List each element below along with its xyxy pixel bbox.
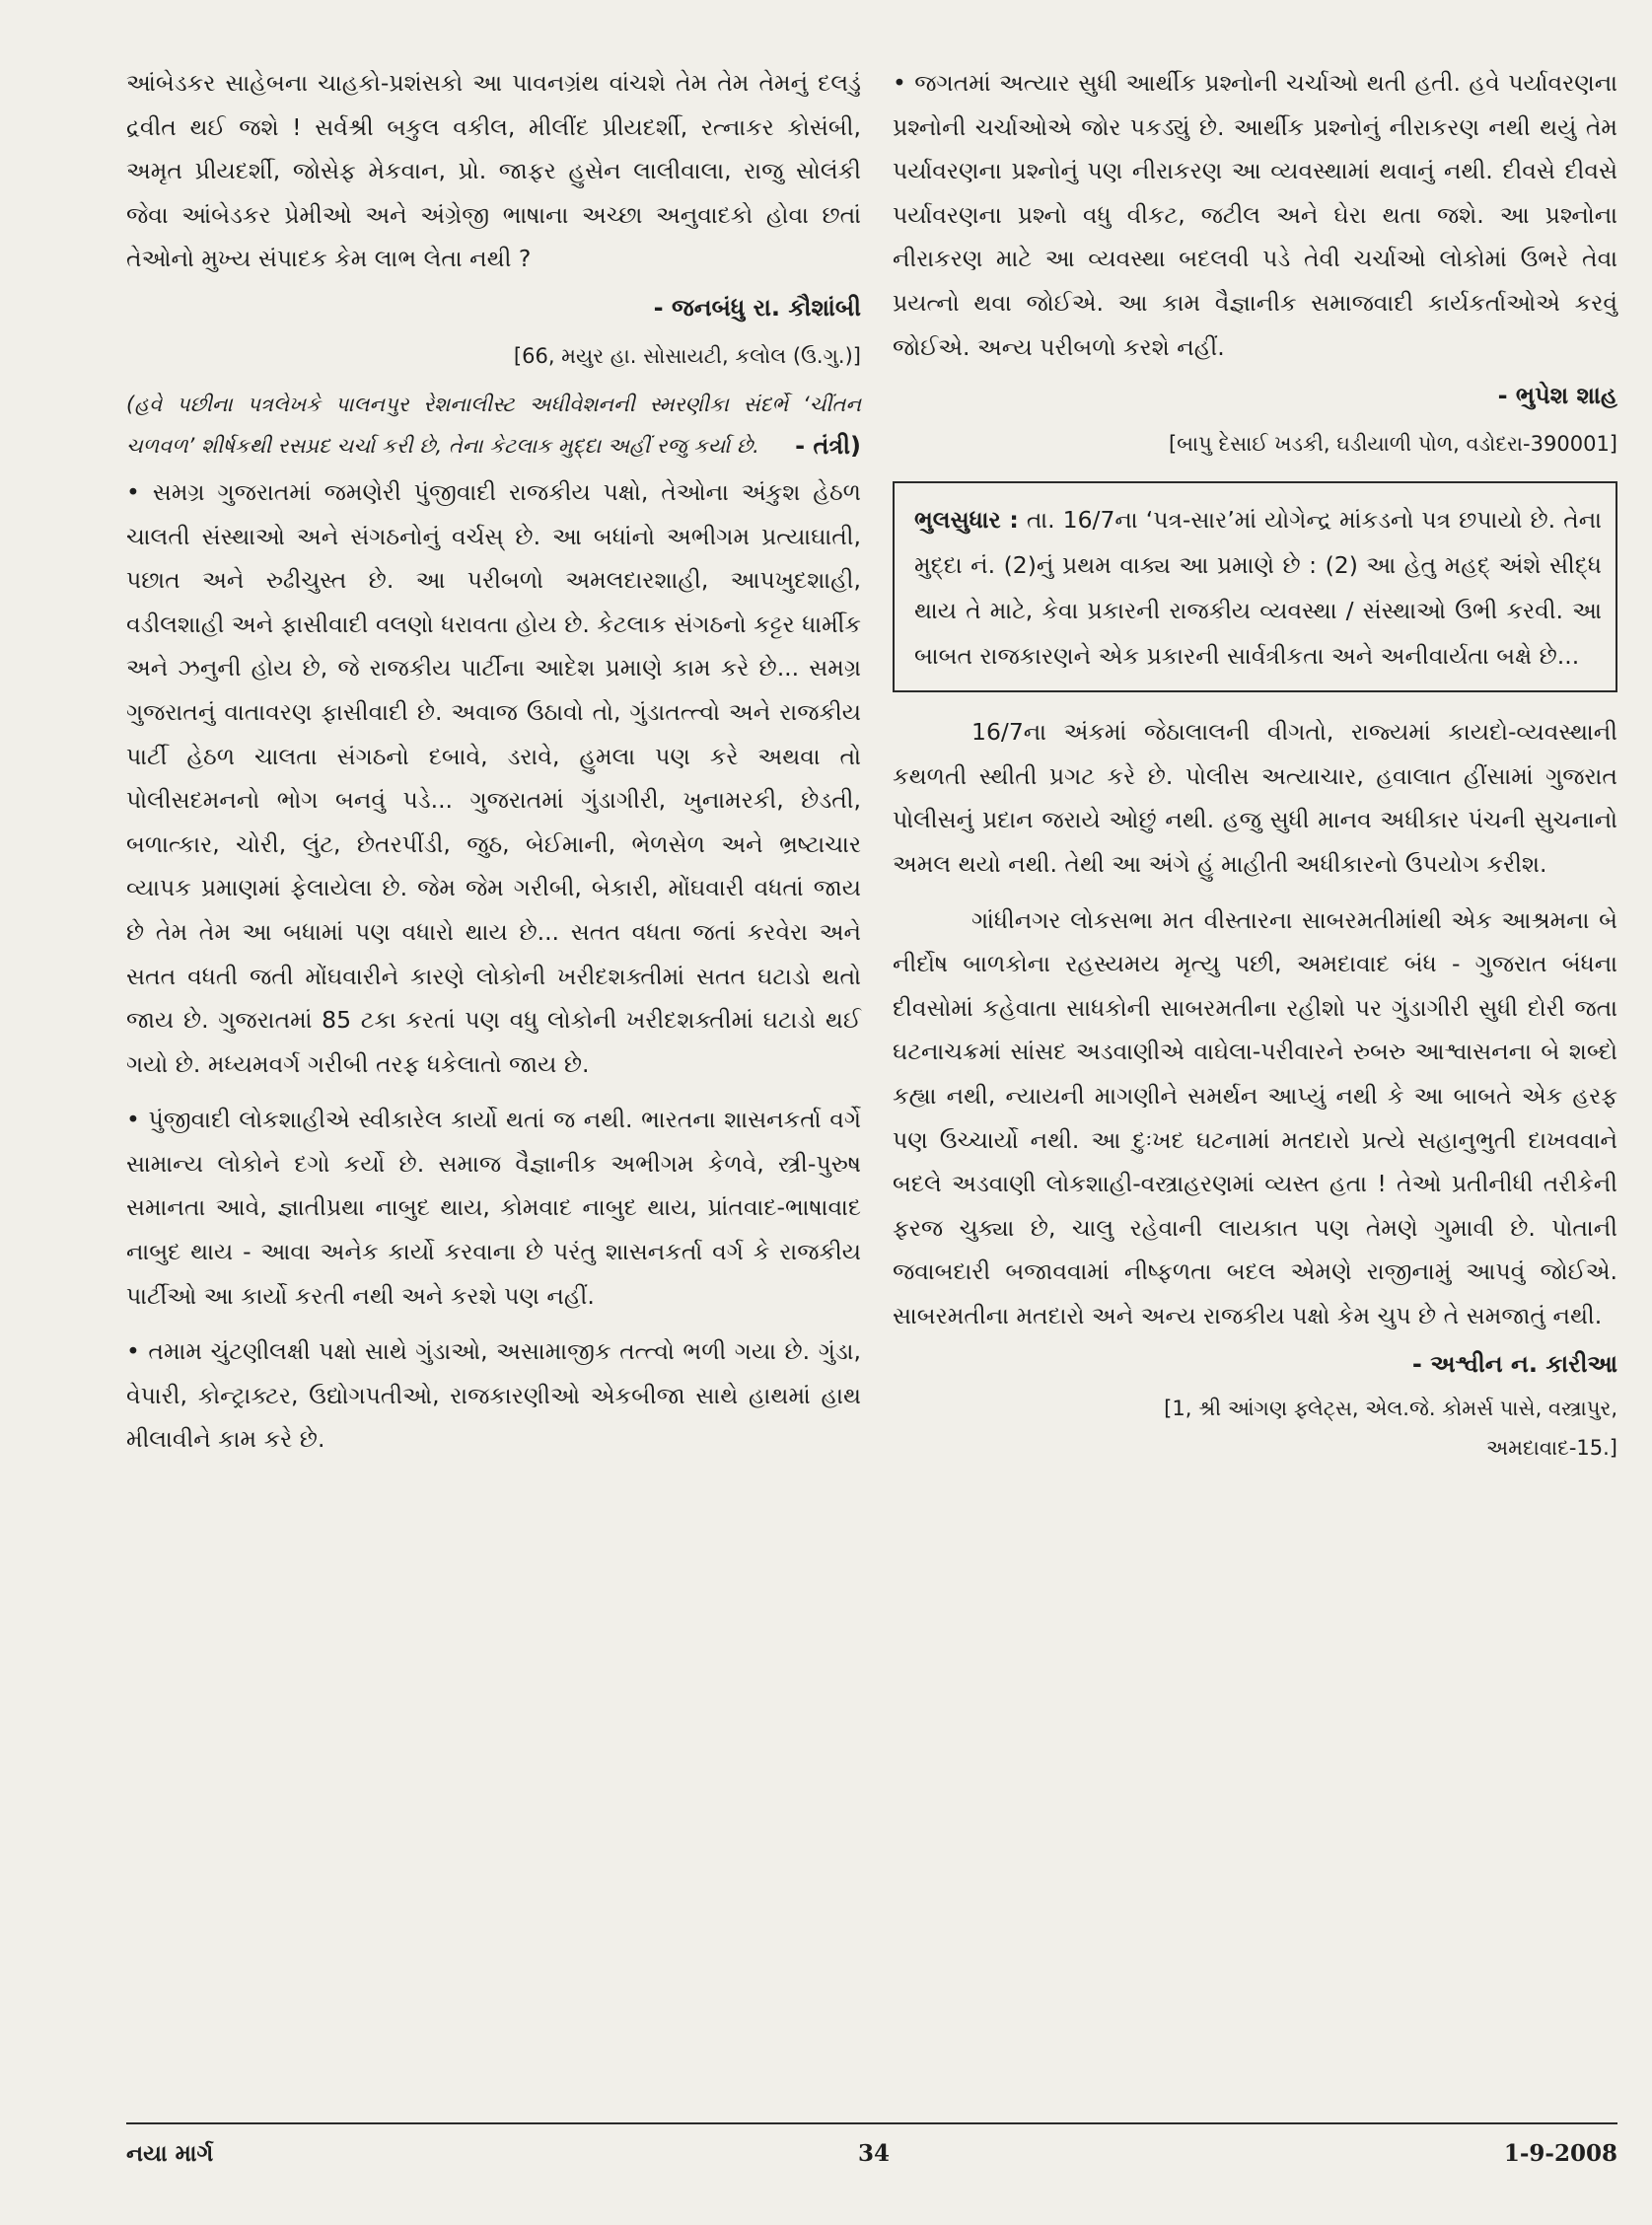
errata-text: તા. 16/7ના ‘પત્ર-સાર’માં યોગેન્દ્ર માંકડનો પત્ર છપાયો છે. તેના મુદ્દા નં. (2)નું પ્રથમ વાક્ય આ પ્રમાણે છે : (2) આ હેતુ મહદ્ અંશે સીદ્ધ થાય તે માટે, કેવા પ્રકારની રાજકીય વ્યવસ્થા / સંસ્થાઓ ઉભી કરવી. આ બાબત રાજકારણને એક પ્રકારની સાર્વત્રીકતા અને અનીવાર્યતા બક્ષે છે... [914,506,1602,671]
page-footer [126,2122,1617,2167]
letter-2-address: [બાપુ દેસાઈ ખડકી, ઘડીયાળી પોળ, વડોદરા-390001] [1168,432,1617,457]
left-column [126,61,861,1462]
letter-3-address-line2: અમદાવાદ-15.] [1486,1436,1617,1461]
bullet-point-4: • જગતમાં અત્યાર સુધી આર્થીક પ્રશ્નોની ચર્ચાઓ થતી હતી. હવે પર્યાવરણના પ્રશ્નોની ચર્ચાઓએ જોર પકડ્યું છે. આર્થીક પ્રશ્નોનું નીરાકરણ નથી થયું તેમ પર્યાવરણના પ્રશ્નોનું પણ નીરાકરણ આ વ્યવસ્થામાં થવાનું નથી. દીવસે દીવસે પર્યાવરણના પ્રશ્નો વધુ વીકટ, જટીલ અને ઘેરા થતા જશે. આ પ્રશ્નોના નીરાકરણ માટે આ વ્યવસ્થા બદલવી પડે તેવી ચર્ચાઓ લોકોમાં ઉભરે તેવા પ્રયત્નો થવા જોઈએ. આ કામ વૈજ્ઞાનીક સમાજવાદી કાર્યકર્તાઓએ કરવું જોઈએ. અન્ય પરીબળો કરશે નહીં. [893,69,1617,361]
editor-note-text: (હવે પછીના પત્રલેખકે પાલનપુર રેશનાલીસ્ટ અધીવેશનની સ્મરણીકા સંદર્ભે ‘ચીંતન ચળવળ’ શીર્ષકથી રસપ્રદ ચર્ચા કરી છે, તેના કેટલાક મુદ્દા અહીં રજુ કર્યા છે. [126,392,861,458]
bullet-point-3: • તમામ ચુંટણીલક્ષી પક્ષો સાથે ગુંડાઓ, અસામાજીક તત્ત્વો ભળી ગયા છે. ગુંડા, વેપારી, કોન્ટ્રાક્ટર, ઉદ્યોગપતીઓ, રાજકારણીઓ એકબીજા સાથે હાથમાં હાથ મીલાવીને કામ કરે છે. [126,1337,861,1454]
letter-2-signature: - ભુપેશ શાહ [1497,382,1617,410]
letter-3-para-2: ગાંધીનગર લોકસભા મત વીસ્તારના સાબરમતીમાંથી એક આશ્રમના બે નીર્દોષ બાળકોના રહસ્યમય મૃત્યુ પછી, અમદાવાદ બંધ - ગુજરાત બંધના દીવસોમાં કહેવાતા સાધકોની સાબરમતીના રહીશો પર ગુંડાગીરી સુધી દોરી જતા ઘટનાચક્રમાં સાંસદ અડવાણીએ વાઘેલા-પરીવારને રુબરુ આશ્વાસનના બે શબ્દો કહ્યા નથી, ન્યાયની માગણીને સમર્થન આપ્યું નથી કે આ બાબતે એક હરફ પણ ઉચ્ચાર્યો નથી. આ દુઃખદ ઘટનામાં મતદારો પ્રત્યે સહાનુભુતી દાખવવાને બદલે અડવાણી લોકશાહી-વસ્ત્રાહરણમાં વ્યસ્ત હતા ! તેઓ પ્રતીનીધી તરીકેની ફરજ ચુક્યા છે, ચાલુ રહેવાની લાયકાત પણ તેમણે ગુમાવી છે. પોતાની જવાબદારી બજાવવામાં નીષ્ફળતા બદલ એમણે રાજીનામું આપવું જોઈએ. સાબરમતીના મતદારો અને અન્ય રાજકીય પક્ષો કેમ ચુપ છે તે સમજાતું નથી. [893,905,1617,1329]
letter-1-address: [66, મયુર હા. સોસાયટી, કલોલ (ઉ.ગુ.)] [513,343,861,368]
letter-1-body: આંબેડકર સાહેબના ચાહકો-પ્રશંસકો આ પાવનગ્રંથ વાંચશે તેમ તેમ તેમનું દલડું દ્રવીત થઈ જશે ! સર્વશ્રી બકુલ વકીલ, મીલીંદ પ્રીયદર્શી, રત્નાકર કોસંબી, અમૃત પ્રીયદર્શી, જોસેફ મેકવાન, પ્રો. જાફર હુસેન લાલીવાલા, રાજુ સોલંકી જેવા આંબેડકર પ્રેમીઓ અને અંગ્રેજી ભાષાના અચ્છા અનુવાદકો હોવા છતાં તેઓનો મુખ્ય સંપાદક કેમ લાભ લેતા નથી ? [126,69,861,273]
letter-1-signature: - જનબંધુ રા. કૌશાંબી [653,293,861,322]
letter-3-signature: - અશ્વીન ન. કારીઆ [1411,1350,1617,1379]
issue-date: 1-9-2008 [1503,2140,1617,2167]
letter-3-address-line1: [1, શ્રી આંગણ ફ્લેટ્સ, એલ.જે. કોમર્સ પાસે, વસ્ત્રાપુર, [1164,1397,1617,1421]
bullet-point-2: • પુંજીવાદી લોકશાહીએ સ્વીકારેલ કાર્યો થતાં જ નથી. ભારતના શાસનકર્તા વર્ગે સામાન્ય લોકોને દગો કર્યો છે. સમાજ વૈજ્ઞાનીક અભીગમ કેળવે, સ્ત્રી-પુરુષ સમાનતા આવે, જ્ઞાતીપ્રથા નાબુદ થાય, કોમવાદ નાબુદ થાય, પ્રાંતવાદ-ભાષાવાદ નાબુદ થાય - આવા અનેક કાર્યો કરવાના છે પરંતુ શાસનકર્તા વર્ગ કે રાજકીય પાર્ટીઓ આ કાર્યો કરતી નથી અને કરશે પણ નહીં. [126,1106,861,1310]
errata-paragraph [914,497,1602,679]
page-number: 34 [858,2140,891,2167]
right-column [893,61,1617,1468]
editor-note-sign: - તંત્રી) [795,431,861,460]
letter-3-para-1: 16/7ના અંકમાં જેઠાલાલની વીગતો, રાજ્યમાં કાયદો-વ્યવસ્થાની કથળતી સ્થીતી પ્રગટ કરે છે. પોલીસ અત્યાચાર, હવાલાત હીંસામાં ગુજરાત પોલીસનું પ્રદાન જરાયે ઓછું નથી. હજુ સુધી માનવ અધીકાર પંચની સુચનાનો અમલ થયો નથી. તેથી આ અંગે હું માહીતી અધીકારનો ઉપયોગ કરીશ. [893,718,1617,878]
editor-note [126,384,861,467]
errata-box [893,481,1617,692]
publication-name: નયા માર્ગ [126,2140,214,2167]
errata-label: ભુલસુધાર : [914,506,1019,535]
bullet-point-1: • સમગ્ર ગુજરાતમાં જમણેરી પુંજીવાદી રાજકીય પક્ષો, તેઓના અંકુશ હેઠળ ચાલતી સંસ્થાઓ અને સંગઠનોનું વર્ચસ્ છે. આ બધાંનો અભીગમ પ્રત્યાઘાતી, પછાત અને રુઢીચુસ્ત છે. આ પરીબળો અમલદારશાહી, આપખુદશાહી, વડીલશાહી અને ફાસીવાદી વલણો ધરાવતા હોય છે. કેટલાક સંગઠનો કટ્ટર ધાર્મીક અને ઝનુની હોય છે, જે રાજકીય પાર્ટીના આદેશ પ્રમાણે કામ કરે છે... સમગ્ર ગુજરાતનું વાતાવરણ ફાસીવાદી છે. અવાજ ઉઠાવો તો, ગુંડાતત્ત્વો અને રાજકીય પાર્ટી હેઠળ ચાલતા સંગઠનો દબાવે, ડરાવે, હુમલા પણ કરે અથવા તો પોલીસદમનનો ભોગ બનવું પડે... ગુજરાતમાં ગુંડાગીરી, ખુનામરકી, છેડતી, બળાત્કાર, ચોરી, લુંટ, છેતરપીંડી, જુઠ, બેઈમાની, ભેળસેળ અને ભ્રષ્ટાચાર વ્યાપક પ્રમાણમાં ફેલાયેલા છે. જેમ જેમ ગરીબી, બેકારી, મોંઘવારી વધતાં જાય છે તેમ તેમ આ બધામાં પણ વધારો થાય છે... સતત વધતા જતાં કરવેરા અને સતત વધતી જતી મોંઘવારીને કારણે લોકોની ખરીદશક્તીમાં સતત ઘટાડો થતો જાય છે. ગુજરાતમાં 85 ટકા કરતાં પણ વધુ લોકોની ખરીદશક્તીમાં ઘટાડો થઈ ગયો છે. મધ્યમવર્ગ ગરીબી તરફ ધકેલાતો જાય છે. [126,477,861,1078]
